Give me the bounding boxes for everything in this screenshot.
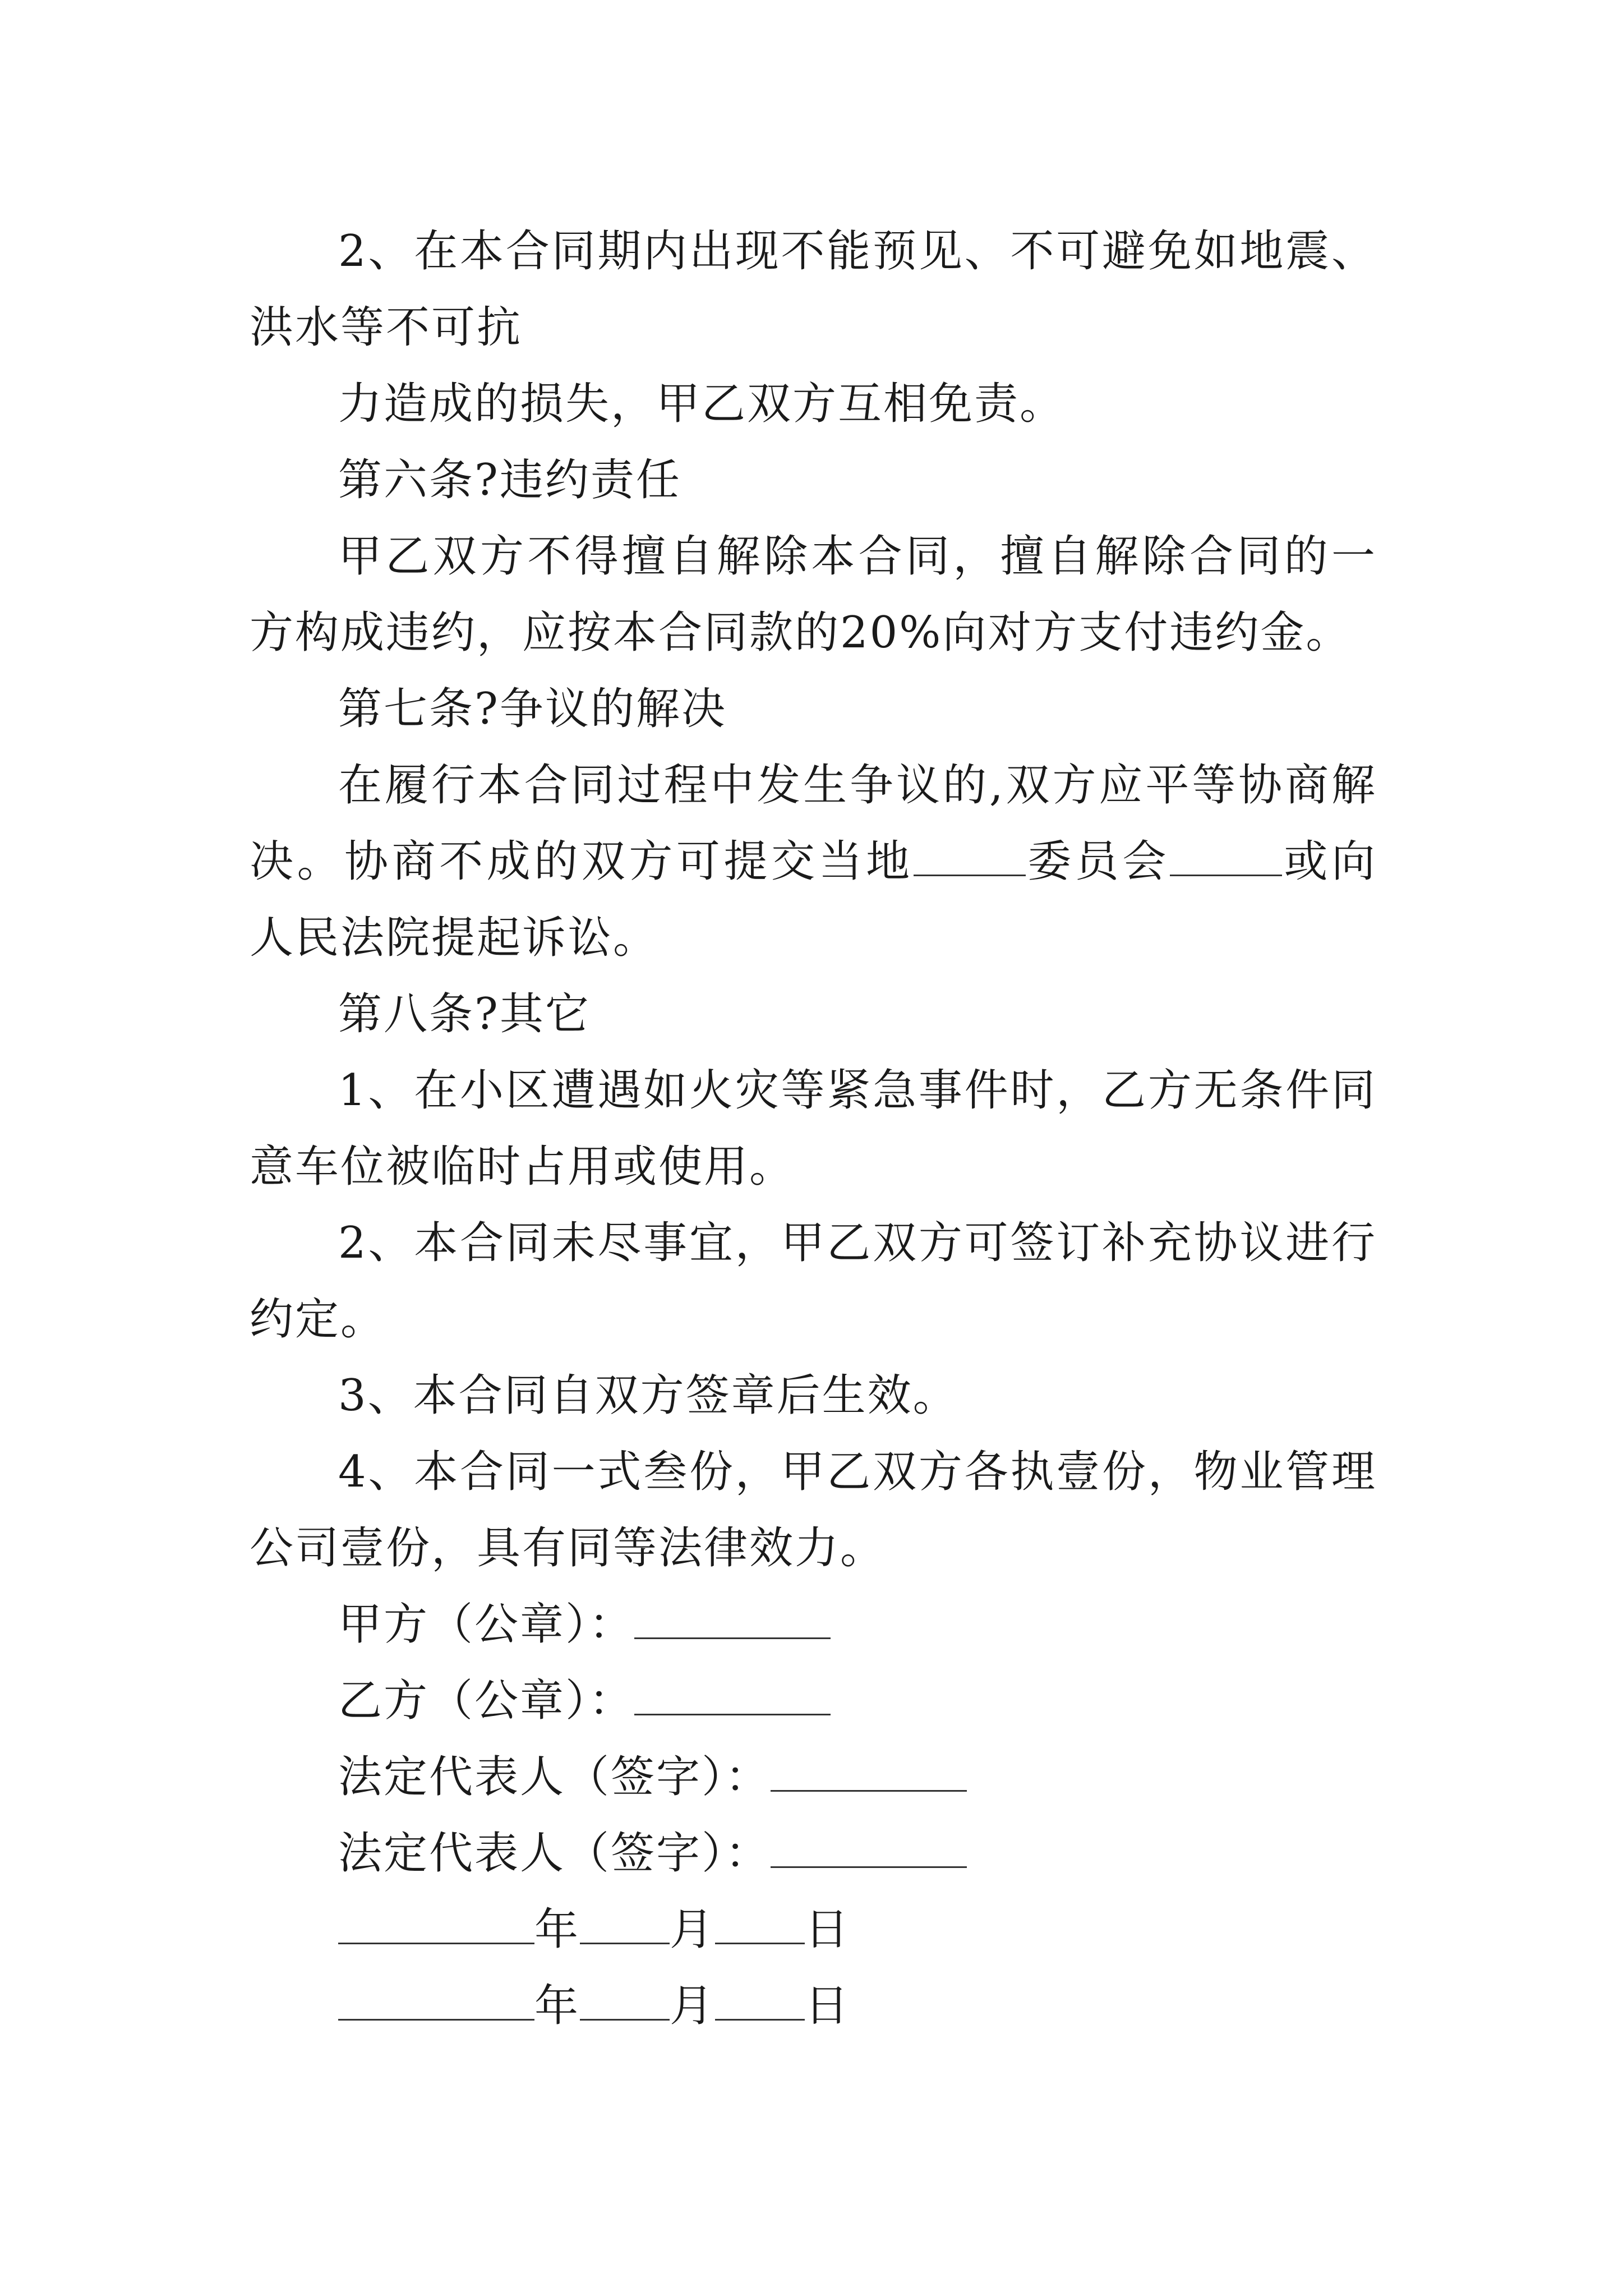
article-6-text: 甲乙双方不得擅自解除本合同，擅自解除合同的一方构成违约，应按本合同款的20%向对方支付违约金。	[250, 531, 1377, 658]
signature-party-a	[250, 1586, 1377, 1663]
month-blank-2	[580, 1980, 670, 2021]
year-blank-1	[338, 1903, 534, 1944]
month-label-1: 月	[670, 1904, 716, 1955]
dispute-text-part3: 或向人民法院提起诉讼。	[250, 836, 1377, 963]
arbitration-blank-2	[1170, 835, 1282, 876]
date-line-1	[250, 1892, 1377, 1968]
party-b-label: 乙方（公章）：	[338, 1676, 635, 1726]
day-blank-1	[715, 1903, 805, 1944]
party-b-blank	[634, 1674, 831, 1715]
day-label-1: 日	[805, 1904, 851, 1955]
year-blank-2	[338, 1980, 534, 2021]
article-8-item-2: 2、本合同未尽事宜，甲乙双方可签订补充协议进行约定。	[250, 1218, 1377, 1345]
arbitration-blank-1	[914, 835, 1026, 876]
party-a-label: 甲方（公章）：	[338, 1599, 635, 1650]
article-7-heading: 第七条?争议的解决	[338, 684, 727, 734]
clause-force-majeure: 2、在本合同期内出现不能预见、不可避免如地震、洪水等不可抗	[250, 226, 1377, 353]
party-a-blank	[634, 1598, 831, 1639]
dispute-text-part2: 委员会	[1025, 836, 1170, 887]
article-6-heading: 第六条?违约责任	[338, 455, 681, 505]
article-8-heading: 第八条?其它	[338, 989, 591, 1039]
day-label-2: 日	[805, 1981, 851, 2031]
signature-legal-rep-a	[250, 1739, 1377, 1815]
signature-legal-rep-b	[250, 1815, 1377, 1892]
legal-rep-a-blank	[771, 1751, 967, 1792]
article-8-item-1: 1、在小区遭遇如火灾等紧急事件时，乙方无条件同意车位被临时占用或使用。	[250, 1065, 1377, 1192]
article-8-item-4: 4、本合同一式叁份，甲乙双方各执壹份，物业管理公司壹份，具有同等法律效力。	[250, 1447, 1377, 1573]
date-line-2	[250, 1968, 1377, 2044]
signature-party-b	[250, 1663, 1377, 1739]
document-body	[250, 213, 1377, 2044]
clause-force-majeure-continued: 力造成的损失，甲乙双方互相免责。	[338, 379, 1066, 429]
month-label-2: 月	[670, 1981, 716, 2031]
year-label-1: 年	[534, 1904, 580, 1955]
dispute-text-part1: 在履行本合同过程中发生争议的,双方应平等协商解决。协商不成的双方可提交当地	[250, 760, 1377, 887]
month-blank-1	[580, 1903, 670, 1944]
legal-rep-b-label: 法定代表人（签字）：	[338, 1828, 771, 1879]
year-label-2: 年	[534, 1981, 580, 2031]
day-blank-2	[715, 1980, 805, 2021]
article-8-item-3: 3、本合同自双方签章后生效。	[338, 1370, 958, 1421]
legal-rep-a-label: 法定代表人（签字）：	[338, 1752, 771, 1802]
article-7-text	[250, 747, 1377, 976]
legal-rep-b-blank	[771, 1827, 967, 1868]
